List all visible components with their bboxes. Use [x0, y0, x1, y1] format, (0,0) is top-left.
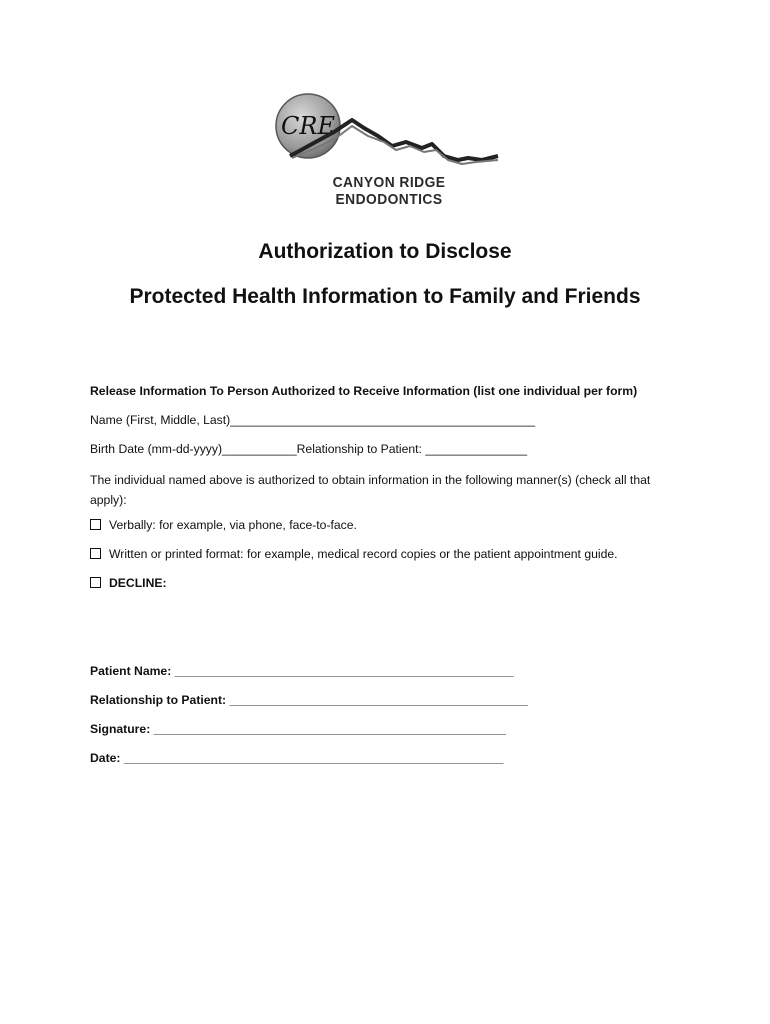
sig-relationship-label: Relationship to Patient:: [90, 693, 230, 707]
name-label: Name (First, Middle, Last): [90, 413, 231, 427]
decline-checkbox[interactable]: [90, 577, 101, 588]
birth-relationship-row: [90, 442, 527, 456]
patient-name-label: Patient Name:: [90, 664, 175, 678]
written-checkbox[interactable]: [90, 548, 101, 559]
option-verbal: [90, 518, 357, 532]
name-field[interactable]: _____________________________________________: [230, 413, 536, 427]
document-subtitle: Protected Health Information to Family and Friends: [129, 285, 641, 308]
date-label: Date:: [90, 751, 124, 765]
signature-field[interactable]: ____________________________________________________: [153, 722, 507, 736]
section-heading: Release Information To Person Authorized to Receive Information (list one individual per form): [90, 384, 638, 398]
signature-row: [90, 722, 506, 736]
option-decline: [90, 576, 167, 590]
logo-mountain-graphic: [272, 84, 506, 174]
birth-date-field[interactable]: ___________: [222, 442, 297, 456]
name-field-row: [90, 413, 535, 427]
logo-initials: CRE: [281, 112, 335, 140]
manner-instructions: The individual named above is authorized to obtain information in the following manner(s) (check all that apply):: [90, 473, 651, 507]
verbal-checkbox[interactable]: [90, 519, 101, 530]
date-row: [90, 751, 503, 765]
patient-name-field[interactable]: __________________________________________________: [174, 664, 514, 678]
signature-label: Signature:: [90, 722, 154, 736]
patient-name-row: [90, 664, 514, 678]
birth-date-label: Birth Date (mm-dd-yyyy): [90, 442, 223, 456]
verbal-label: Verbally: for example, via phone, face-to-face.: [109, 518, 357, 532]
decline-label: DECLINE:: [109, 576, 167, 590]
option-written: [90, 547, 618, 561]
company-logo: [272, 84, 506, 208]
relationship-field[interactable]: _______________: [425, 442, 528, 456]
sig-relationship-row: [90, 693, 528, 707]
company-name: CANYON RIDGE ENDODONTICS: [332, 174, 446, 208]
relationship-label: Relationship to Patient:: [296, 442, 426, 456]
document-title: Authorization to Disclose: [258, 240, 512, 263]
sig-relationship-field[interactable]: ____________________________________________: [229, 693, 528, 707]
written-label: Written or printed format: for example, medical record copies or the patient appointment guide.: [109, 547, 618, 561]
date-field[interactable]: ________________________________________________________: [123, 751, 504, 765]
